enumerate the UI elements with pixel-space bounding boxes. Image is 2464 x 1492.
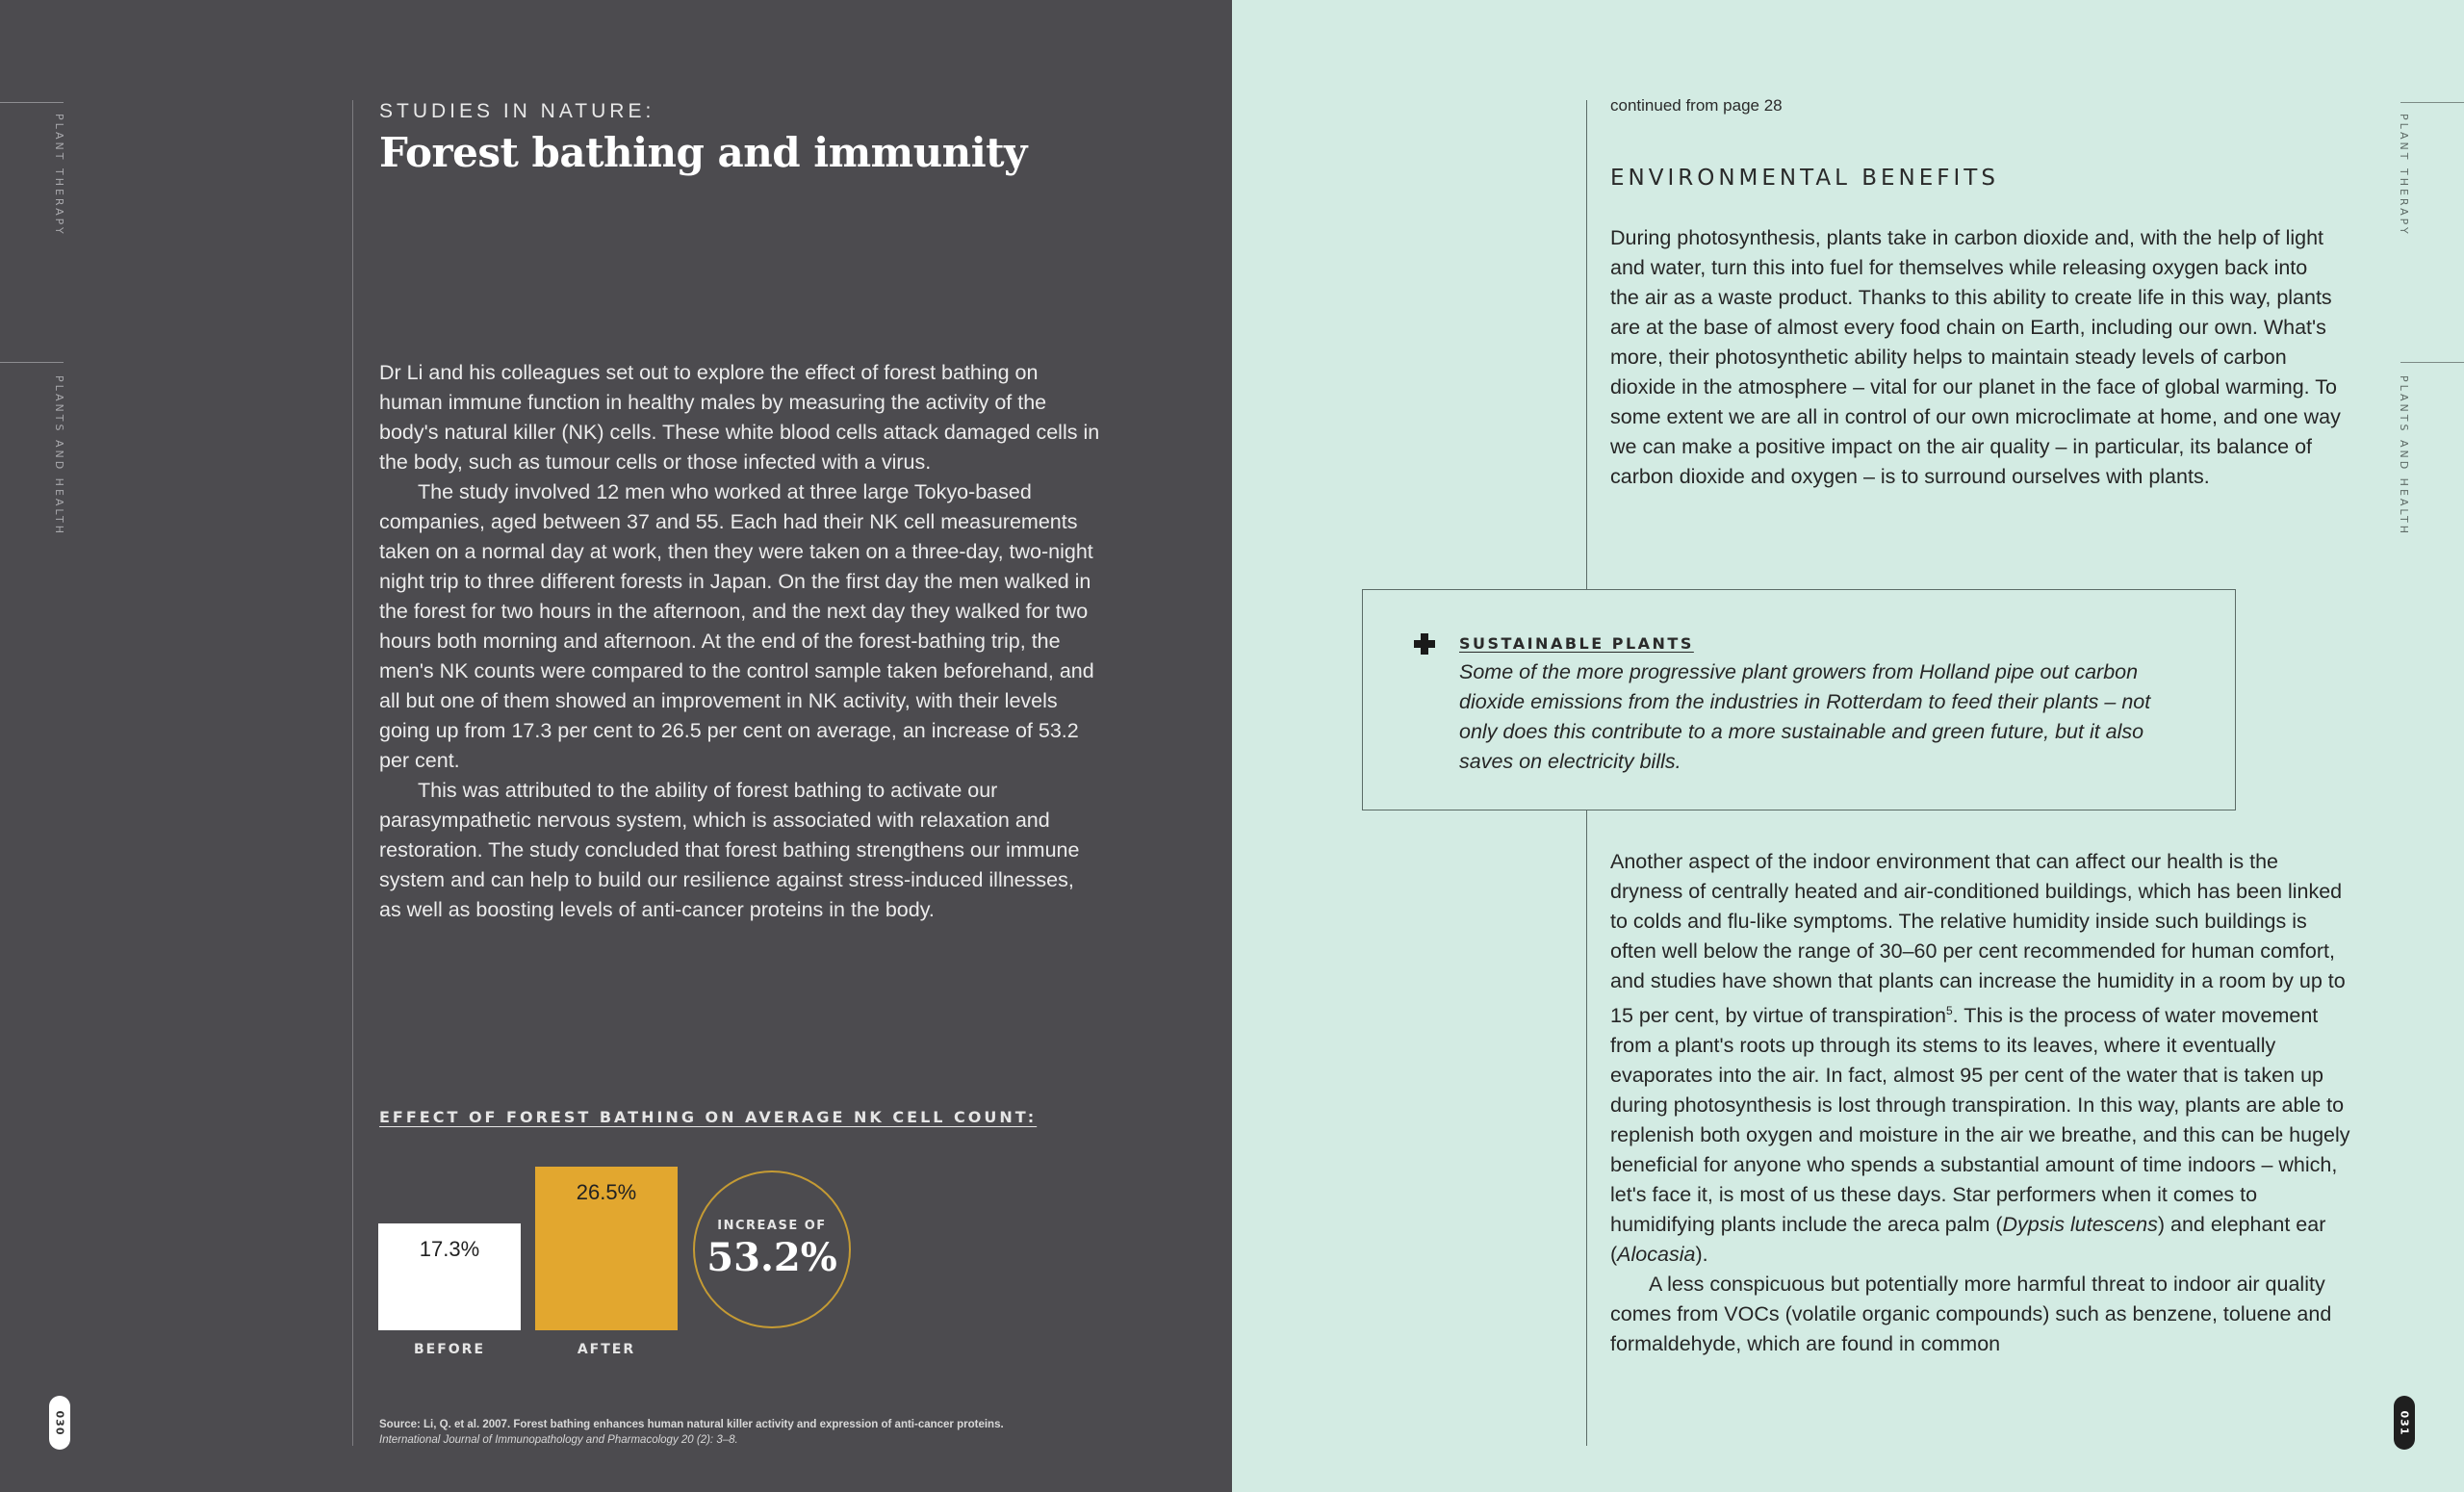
chart-value-label: 26.5%: [576, 1180, 637, 1204]
tab-divider: [0, 362, 64, 363]
column-rule: [1586, 810, 1587, 1446]
body-paragraph: [1610, 847, 2356, 1270]
body-paragraph: This was attributed to the ability of forest bathing to activate our parasympathetic nervous system, which is associated with relaxation and restoration. The study concluded that forest bathing strengthens our immune system and can help to build our resilience against stress-induced illnesses, as well as boosting levels of anti-cancer proteins in the body.: [379, 779, 1080, 921]
page-number: 031: [2394, 1396, 2415, 1450]
source-journal: International Journal of Immunopathology and Pharmacology 20 (2): 3–8.: [379, 1434, 738, 1446]
body-paragraph: During photosynthesis, plants take in carbon dioxide and, with the help of light and water, turn this into fuel for themselves while releasing oxygen back into the air as a waste product. Thanks to this ability to create life in this way, plants are at the base of almost every food chain on Earth, including our own. What's more, their photosynthetic ability helps to maintain steady levels of carbon dioxide in the atmosphere – vital for our planet in the face of global warming. To some extent we are all in control of our own microclimate at home, and one way we can make a positive impact on the air quality – in particular, its balance of carbon dioxide and oxygen – is to surround ourselves with plants.: [1610, 226, 2341, 488]
body-paragraph: A less conspicuous but potentially more harmful threat to indoor air quality comes from VOCs (volatile organic compounds) such as benzene, toluene and formaldehyde, which are found in common: [1610, 1273, 2332, 1356]
chart-category-label: BEFORE: [413, 1342, 486, 1357]
side-tab-plants-and-health: PLANTS AND HEALTH: [2398, 375, 2410, 537]
article-body-continued: [1610, 847, 2356, 1359]
chart-bar-before: [378, 1223, 521, 1330]
side-tab-plant-therapy: PLANT THERAPY: [53, 114, 65, 237]
source-citation: [379, 1417, 1004, 1448]
text-run: Another aspect of the indoor environment that can affect our health is the dryness of centrally heated and air-conditioned buildings, which has been linked to colds and flu-like symptoms. The relative humidity inside such buildings is often well below the range of 30–60 per cent recommended for human comfort, and studies have shown that plants can increase the humidity in a room by up to 15 per cent, by virtue of transpiration: [1610, 850, 2346, 1028]
callout-text: Some of the more progressive plant growers from Holland pipe out carbon dioxide emissions from the industries in Rotterdam to feed their plants – not only does this contribute to a more sustainable and green future, but it also saves on electricity bills.: [1459, 660, 2151, 773]
chart-category-label: AFTER: [577, 1342, 636, 1357]
body-paragraph: Dr Li and his colleagues set out to explore the effect of forest bathing on human immune function in healthy males by measuring the activity of the body's natural killer (NK) cells. These white blood cells attack damaged cells in the body, such as tumour cells or those infected with a virus.: [379, 361, 1100, 474]
increase-badge: [693, 1170, 851, 1328]
callout-heading: SUSTAINABLE PLANTS: [1459, 634, 1694, 653]
section-heading: ENVIRONMENTAL BENEFITS: [1610, 166, 1999, 191]
species-name: Alocasia: [1617, 1243, 1696, 1267]
tab-divider: [2400, 362, 2464, 363]
callout-box: [1362, 589, 2236, 810]
text-run: . This is the process of water movement from a plant's roots up through its stems to its leaves, where it eventually evaporates into the air. In fact, almost 95 per cent of the water that is taken up during photosynthesis is lost through transpiration. In this way, plants are able to replenish both oxygen and moisture in the air we breathe, and this can be hugely beneficial for anyone who spends a substantial amount of time indoors – which, let's face it, is most of us these days. Star performers when it comes to humidifying plants include the areca palm (: [1610, 1004, 2350, 1237]
increase-value: 53.2%: [706, 1235, 837, 1280]
column-rule: [1586, 100, 1587, 589]
increase-label: INCREASE OF: [717, 1219, 827, 1233]
plus-icon: [1413, 632, 1436, 656]
body-paragraph: The study involved 12 men who worked at three large Tokyo-based companies, aged between 37 and 55. Each had their NK cell measurements taken on a normal day at work, then they were taken on a three-day, two-night night trip to three different forests in Japan. On the first day the men walked in the forest for two hours in the afternoon, and the next day they walked for two hours both morning and afternoon. At the end of the forest-bathing trip, the men's NK counts were compared to the control sample taken beforehand, and all but one of them showed an improvement in NK activity, with their levels going up from 17.3 per cent to 26.5 per cent on average, an increase of 53.2 per cent.: [379, 480, 1094, 772]
article-title: Forest bathing and immunity: [379, 129, 1027, 176]
side-tab-plant-therapy: PLANT THERAPY: [2398, 114, 2410, 237]
side-tab-plants-and-health: PLANTS AND HEALTH: [53, 375, 65, 537]
text-run: ) and elephant ear (: [1610, 1213, 2326, 1267]
species-name: Dypsis lutescens: [2002, 1213, 2158, 1237]
footnote-marker: 5: [1945, 1004, 1953, 1017]
source-line: Source: Li, Q. et al. 2007. Forest bathing enhances human natural killer activity and expression of anti-cancer proteins.: [379, 1419, 1004, 1430]
chart-bar-after: [535, 1167, 678, 1330]
article-body: [379, 358, 1101, 925]
article-kicker: STUDIES IN NATURE:: [379, 100, 655, 122]
article-body: [1610, 223, 2342, 492]
page-number: 030: [49, 1396, 70, 1450]
chart-title: EFFECT OF FOREST BATHING ON AVERAGE NK CELL COUNT:: [379, 1108, 1038, 1126]
text-run: ).: [1695, 1243, 1708, 1267]
chart-value-label: 17.3%: [419, 1237, 480, 1261]
tab-divider: [2400, 102, 2464, 103]
continued-note: continued from page 28: [1610, 96, 1783, 115]
tab-divider: [0, 102, 64, 103]
column-rule: [352, 100, 353, 1446]
